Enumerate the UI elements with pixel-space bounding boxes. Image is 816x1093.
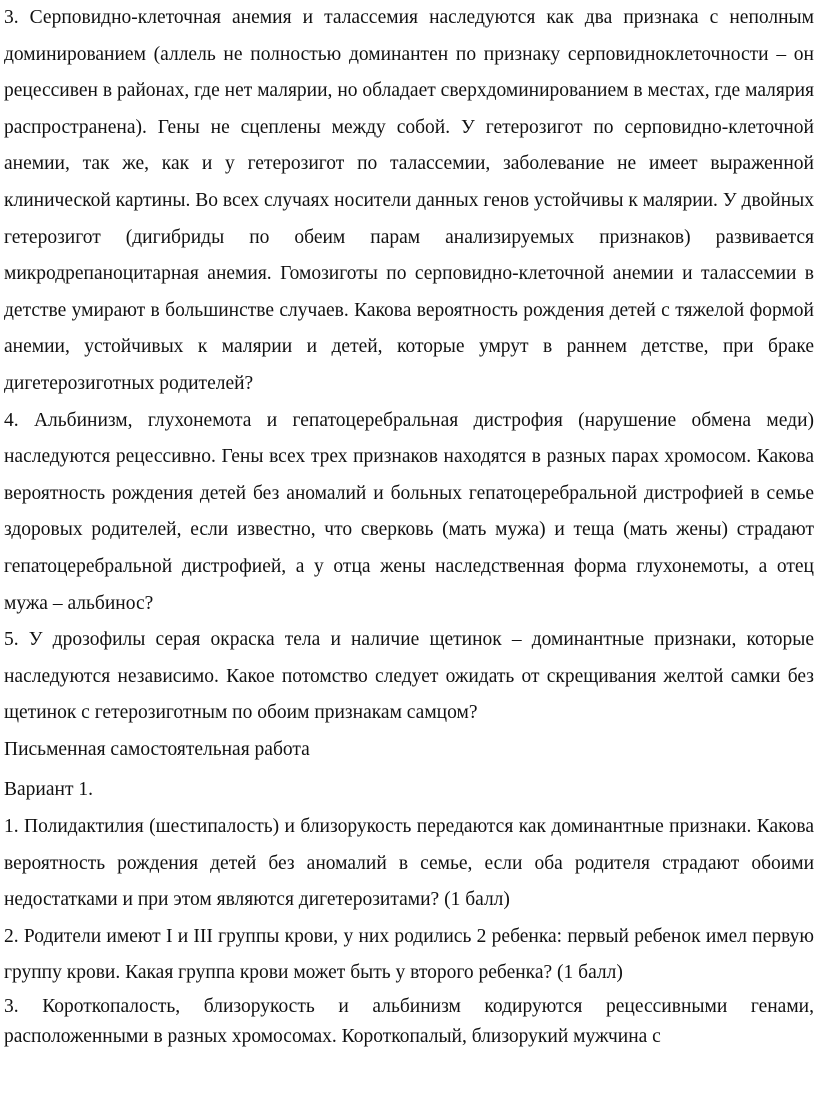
section-title: Письменная самостоятельная работа	[4, 738, 310, 760]
task-5-paragraph: 5. У дрозофилы серая окраска тела и наличие щетинок – доминантные признаки, которые наследуются независимо. Какое потомство следует ожидать от скрещивания желтой самки без щетинок с гетерозиготным по обоим признакам самцом?	[4, 629, 814, 724]
variant-title: Вариант 1.	[4, 779, 93, 801]
variant-task-3: 3. Короткопалость, близорукость и альбинизм кодируются рецессивными генами, расположенными в разных хромосомах. Короткопалый, близорукий мужчина с	[4, 996, 814, 1048]
task-4-paragraph: 4. Альбинизм, глухонемота и гепатоцеребральная дистрофия (нарушение обмена меди) наследуются рецессивно. Гены всех трех признаков находятся в разных парах хромосом. Какова вероятность рождения детей без аномалий и больных гепатоцеребральной дистрофией в семье здоровых родителей, если известно, что сверковь (мать мужа) и теща (мать жены) страдают гепатоцеребральной дистрофией, а у отца жены наследственная форма глухонемоты, а отец мужа – альбинос?	[4, 409, 814, 614]
task-3-paragraph: 3. Серповидно-клеточная анемия и талассемия наследуются как два признака с неполным доминированием (аллель не полностью доминантен по признаку серповидноклеточности – он рецессивен в районах, где нет малярии, но обладает сверхдоминированием в местах, где малярия распространена). Гены не сцеплены между собой. У гетерозигот по серповидно-клеточной анемии, так же, как и у гетерозигот по талассемии, заболевание не имеет выраженной клинической картины. Во всех случаях носители данных генов устойчивы к малярии. У двойных гетерозигот (дигибриды по обеим парам анализируемых признаков) развивается микродрепаноцитарная анемия. Гомозиготы по серповидно-клеточной анемии и талассемии в детстве умирают в большинстве случаев. Какова вероятность рождения детей с тяжелой формой анемии, устойчивых к малярии и детей, которые умрут в раннем детстве, при браке дигетерозиготных родителей?	[4, 7, 814, 394]
document-page	[4, 0, 814, 1052]
variant-task-2: 2. Родители имеют I и III группы крови, у них родились 2 ребенка: первый ребенок имел первую группу крови. Какая группа крови может быть у второго ребенка? (1 балл)	[4, 925, 814, 984]
variant-task-1: 1. Полидактилия (шестипалость) и близорукость передаются как доминантные признаки. Какова вероятность рождения детей без аномалий в семье, если оба родителя страдают обоими недостатками и при этом являются дигетерозитами? (1 балл)	[4, 816, 814, 911]
